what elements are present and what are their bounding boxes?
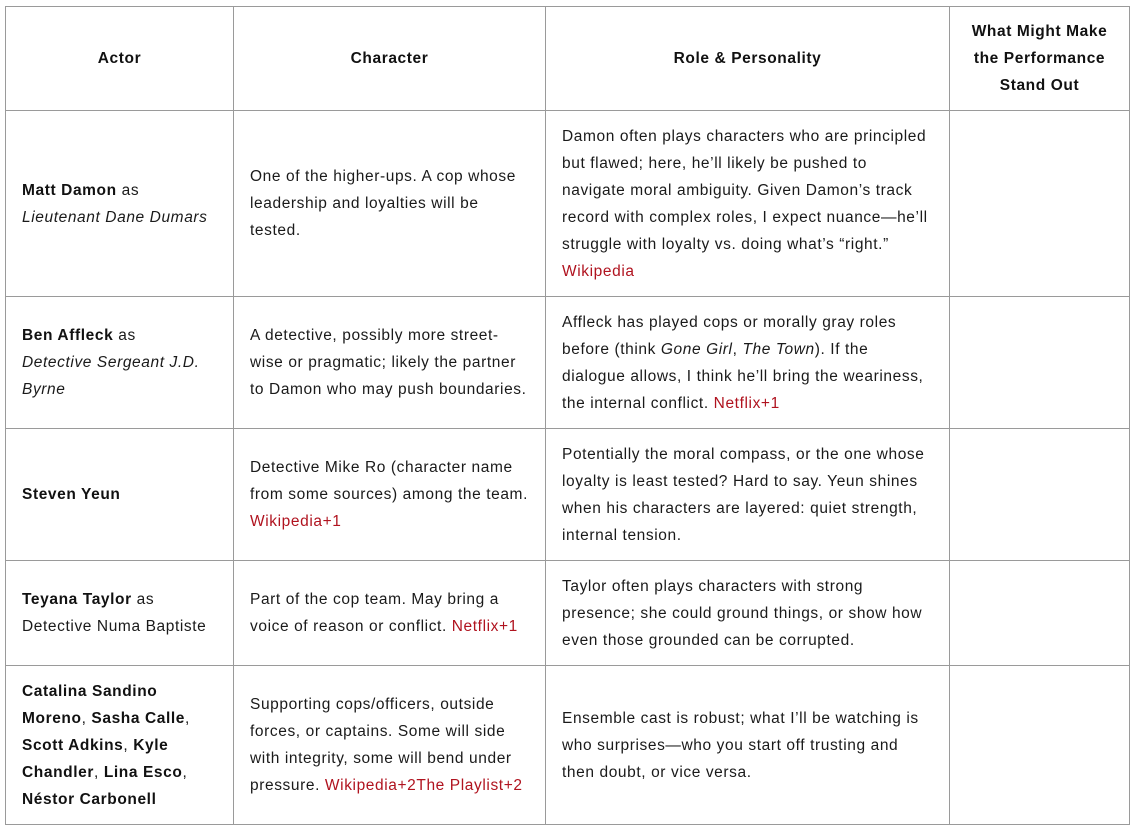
film-title: Gone Girl [660,340,733,358]
as-label: as [131,591,155,608]
table-row [6,297,1130,429]
citation-link[interactable]: Wikipedia [562,262,635,280]
table-row [6,561,1130,666]
character-cell [234,666,546,825]
cast-table [5,6,1130,825]
separator: , [185,709,190,727]
character-name: Lieutenant Dane Dumars [22,208,208,226]
separator: , [81,709,92,727]
citation-link[interactable]: Netflix+1 [713,394,780,412]
actor-cell [6,429,234,561]
standout-cell [950,561,1130,666]
actor-name: Kyle Chandler [22,736,169,781]
citation-link[interactable]: Wikipedia+1 [250,513,342,530]
role-description: Taylor often plays characters with strong presence; she could ground things, or show how even those grounded can be corrupted. [562,577,923,649]
actor-name: Néstor Carbonell [22,790,157,808]
role-description: Damon often plays characters who are principled but flawed; here, he’ll likely be pushed to navigate moral ambiguity. Given Damon’s track record with complex roles, I expect nuance—he’ll struggle with loyalty vs. doing what’s “right.” [562,127,928,253]
actor-name: Scott Adkins [22,736,124,754]
citation-link[interactable]: Netflix+1 [451,618,518,635]
table-header [6,7,1130,111]
actor-name: Ben Affleck [22,327,114,344]
separator: , [123,736,134,754]
citation-link[interactable]: Wikipedia+2The Playlist+2 [324,777,523,794]
header-role-personality: Role & Personality [546,7,950,111]
header-standout: What Might Make the Performance Stand Out [950,7,1130,111]
role-cell [546,111,950,297]
header-actor: Actor [6,7,234,111]
standout-cell [950,297,1130,429]
character-description: A detective, possibly more street-wise or pragmatic; likely the partner to Damon who may push boundaries. [250,327,527,398]
table-row [6,666,1130,825]
header-row [6,7,1130,111]
role-description: Ensemble cast is robust; what I’ll be watching is who surprises—who you start off trusting and then doubt, or vice versa. [562,709,919,781]
character-description: One of the higher-ups. A cop whose leadership and loyalties will be tested. [250,168,516,239]
role-description: Potentially the moral compass, or the one whose loyalty is least tested? Hard to say. Yeun shines when his characters are layered: quiet strength, internal tension. [562,445,925,544]
table-body [6,111,1130,825]
as-label: as [116,181,140,199]
actor-cell [6,666,234,825]
table-row [6,429,1130,561]
character-description: Part of the cop team. May bring a voice of reason or conflict. [250,591,499,635]
character-cell [234,429,546,561]
actor-name: Matt Damon [22,181,117,199]
film-title: The Town [742,340,815,358]
table-row [6,111,1130,297]
separator: , [93,763,104,781]
character-cell [234,297,546,429]
role-description: Affleck has played cops or morally gray roles before (think [562,313,897,358]
actor-cell [6,111,234,297]
actor-cell [6,561,234,666]
as-label: as [113,327,136,344]
actor-name: Steven Yeun [22,486,121,503]
actor-cell [6,297,234,429]
character-description: Supporting cops/officers, outside forces, or captains. Some will side with integrity, some will bend under pressure. [250,696,512,794]
role-description: ). If the dialogue allows, I think he’ll bring the weariness, the internal conflict. [562,340,924,412]
standout-cell [950,666,1130,825]
character-name: Detective Numa Baptiste [22,618,207,635]
role-cell [546,666,950,825]
character-description: Detective Mike Ro (character name from some sources) among the team. [250,459,528,503]
role-cell [546,297,950,429]
role-cell [546,561,950,666]
actor-name: Catalina Sandino Moreno [22,682,158,727]
character-name: Detective Sergeant J.D. Byrne [22,354,200,398]
standout-cell [950,111,1130,297]
role-cell [546,429,950,561]
standout-cell [950,429,1130,561]
actor-name: Lina Esco [103,763,183,781]
character-cell [234,561,546,666]
actor-name: Teyana Taylor [22,591,132,608]
separator: , [732,340,743,358]
character-cell [234,111,546,297]
actor-name: Sasha Calle [91,709,186,727]
separator: , [182,763,188,781]
header-character: Character [234,7,546,111]
